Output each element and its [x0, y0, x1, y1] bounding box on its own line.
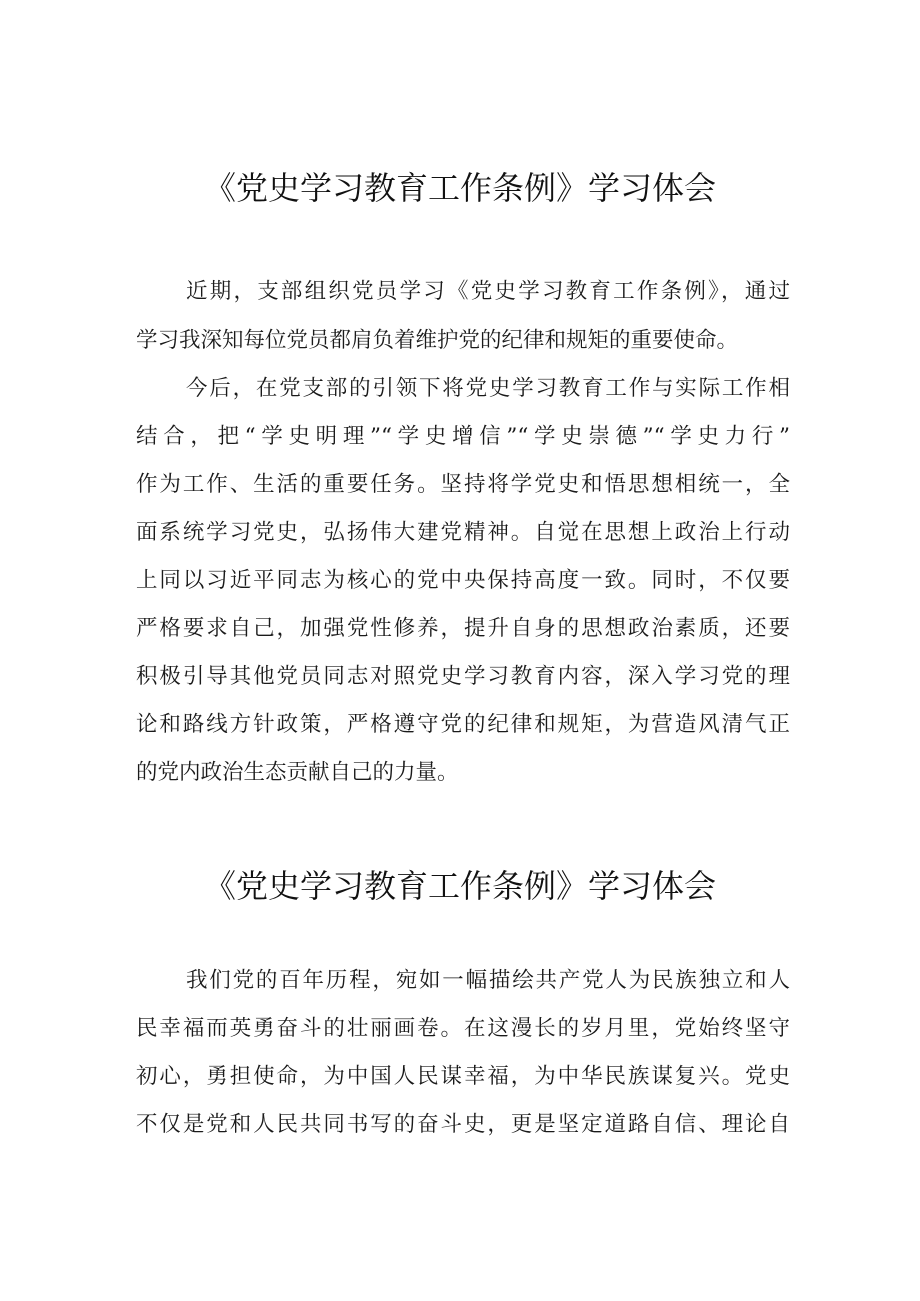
section-1-line-8: 严格要求自己，加强党性修养，提升自身的思想政治素质，还要 — [136, 616, 790, 641]
section-1-line-4: 结合，把“学史明理”“学史增信”“学史崇德”“学史力行” — [136, 424, 790, 449]
section-2-line-4: 不仅是党和人民共同书写的奋斗史，更是坚定道路自信、理论自 — [136, 1112, 790, 1137]
section-2-line-2: 民幸福而英勇奋斗的壮丽画卷。在这漫长的岁月里，党始终坚守 — [136, 1016, 790, 1041]
section-1-line-9: 积极引导其他党员同志对照党史学习教育内容，深入学习党的理 — [136, 664, 790, 689]
section-1-line-6: 面系统学习党史，弘扬伟大建党精神。自觉在思想上政治上行动 — [136, 520, 790, 545]
section-1-line-3: 今后，在党支部的引领下将党史学习教育工作与实际工作相 — [186, 376, 790, 401]
section-1-line-7: 上同以习近平同志为核心的党中央保持高度一致。同时，不仅要 — [136, 568, 790, 593]
section-1-line-5: 作为工作、生活的重要任务。坚持将学党史和悟思想相统一，全 — [136, 472, 790, 497]
section-1-title: 《党史学习教育工作条例》学习体会 — [203, 169, 716, 207]
section-2-line-1: 我们党的百年历程，宛如一幅描绘共产党人为民族独立和人 — [186, 968, 790, 993]
section-1-line-10: 论和路线方针政策，严格遵守党的纪律和规矩，为营造风清气正 — [136, 712, 790, 737]
section-2-title: 《党史学习教育工作条例》学习体会 — [203, 867, 716, 905]
section-1-line-11: 的党内政治生态贡献自己的力量。 — [136, 760, 459, 785]
section-1-line-1: 近期，支部组织党员学习《党史学习教育工作条例》，通过 — [186, 279, 790, 304]
section-2-line-3: 初心，勇担使命，为中国人民谋幸福，为中华民族谋复兴。党史 — [136, 1064, 790, 1089]
section-1-line-2: 学习我深知每位党员都肩负着维护党的纪律和规矩的重要使命。 — [136, 328, 739, 353]
